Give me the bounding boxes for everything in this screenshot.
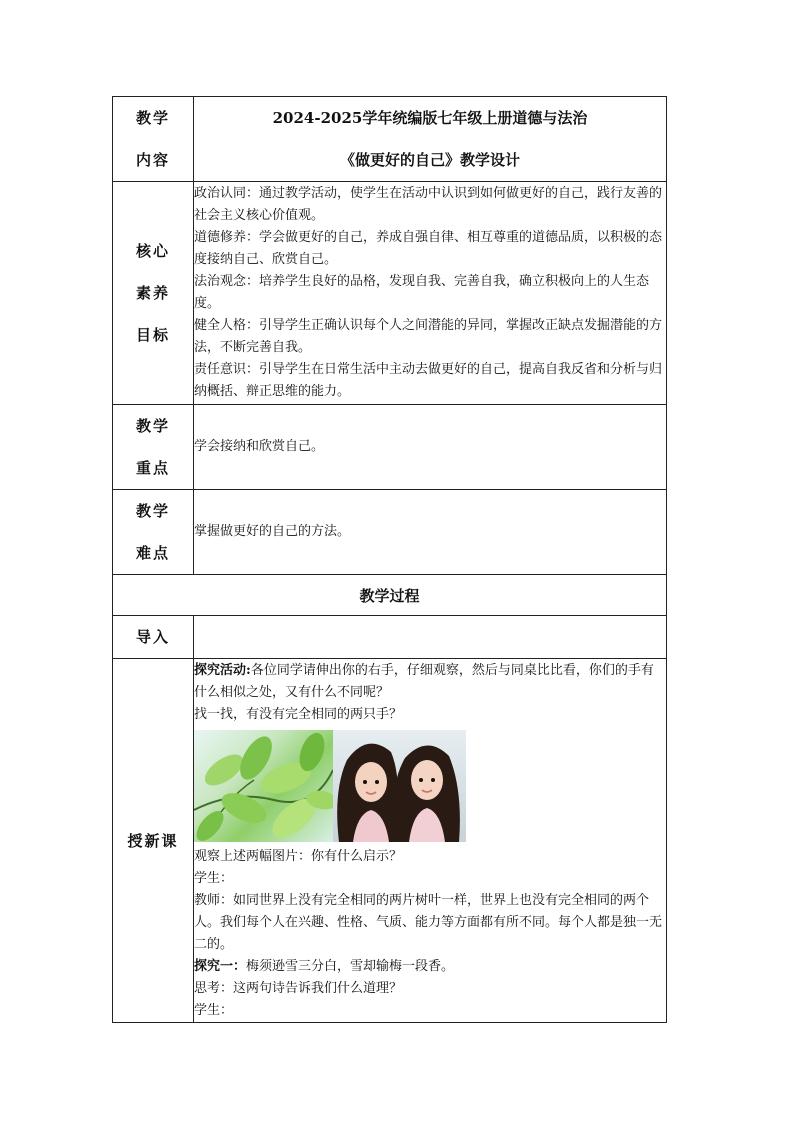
key-point-text: 学会接纳和欣赏自己。 — [194, 405, 667, 490]
goal-political: 政治认同：通过教学活动，使学生在活动中认识到如何做更好的自己，践行友善的社会主义核心价值观。 — [194, 186, 663, 223]
goal-personality: 健全人格：引导学生正确认识每个人之间潜能的异同，掌握改正缺点发掘潜能的方法，不断完善自我。 — [194, 318, 663, 355]
difficulty-text: 掌握做更好的自己的方法。 — [194, 490, 667, 575]
lesson-title — [194, 97, 667, 182]
twins-drawing — [333, 730, 466, 842]
difficulty-label: 教学 难点 — [113, 490, 194, 575]
green-leaves-photo — [194, 730, 333, 842]
core-goals-list — [194, 182, 667, 405]
inquiry-one-paragraph — [194, 956, 666, 978]
content-label: 教学 内容 — [113, 97, 194, 182]
think-text: 思考：这两句诗告诉我们什么道理？ — [194, 981, 403, 996]
header-row — [113, 97, 667, 182]
goal-responsibility: 责任意识：引导学生在日常生活中主动去做更好的自己，提高自我反省和分析与归纳概括、辩正思维的能力。 — [194, 362, 663, 399]
goal-law: 法治观念：培养学生良好的品格，发现自我、完善自我，确立积极向上的人生态度。 — [194, 274, 650, 311]
activity-head: 探究活动: — [194, 663, 251, 678]
student-answer-1: 学生： — [194, 871, 234, 886]
observe-text: 观察上述两幅图片：你有什么启示？ — [194, 849, 403, 864]
intro-label: 导入 — [113, 616, 194, 659]
new-lesson-row — [113, 659, 667, 1023]
process-title: 教学过程 — [113, 575, 667, 616]
activity-paragraph — [194, 660, 666, 704]
process-title-row — [113, 575, 667, 616]
lesson-plan-table — [112, 96, 667, 1023]
intro-row — [113, 616, 667, 659]
title-line-1: 2024-2025学年统编版七年级上册道德与法治 — [272, 109, 588, 127]
core-goals-row — [113, 182, 667, 405]
intro-text — [194, 616, 667, 659]
inquiry-one-text: 梅须逊雪三分白，雪却输梅一段香。 — [246, 959, 455, 974]
student-answer-2: 学生： — [194, 1003, 234, 1018]
leaves-drawing — [194, 730, 333, 842]
new-lesson-content — [194, 659, 667, 1023]
inquiry-one-head: 探究一： — [194, 959, 247, 974]
goal-moral: 道德修养：学会做更好的自己，养成自强自律、相互尊重的道德品质，以积极的态度接纳自己、欣赏自己。 — [194, 230, 663, 267]
find-text: 找一找，有没有完全相同的两只手？ — [194, 707, 403, 722]
new-lesson-label: 授新课 — [113, 659, 194, 1023]
twin-girls-photo — [333, 730, 466, 842]
key-point-row — [113, 405, 667, 490]
difficulty-row — [113, 490, 667, 575]
teacher-text: 教师：如同世界上没有完全相同的两片树叶一样，世界上也没有完全相同的两个人。我们每个人在兴趣、性格、气质、能力等方面都有所不同。每个人都是独一无二的。 — [194, 893, 663, 952]
activity-text: 各位同学请伸出你的右手，仔细观察，然后与同桌比比看，你们的手有什么相似之处，又有什么不同呢？ — [194, 663, 654, 700]
core-goals-label: 核心 素养 目标 — [113, 182, 194, 405]
key-point-label: 教学 重点 — [113, 405, 194, 490]
title-line-2: 《做更好的自己》教学设计 — [339, 151, 520, 169]
illustration-pictures — [194, 730, 666, 842]
